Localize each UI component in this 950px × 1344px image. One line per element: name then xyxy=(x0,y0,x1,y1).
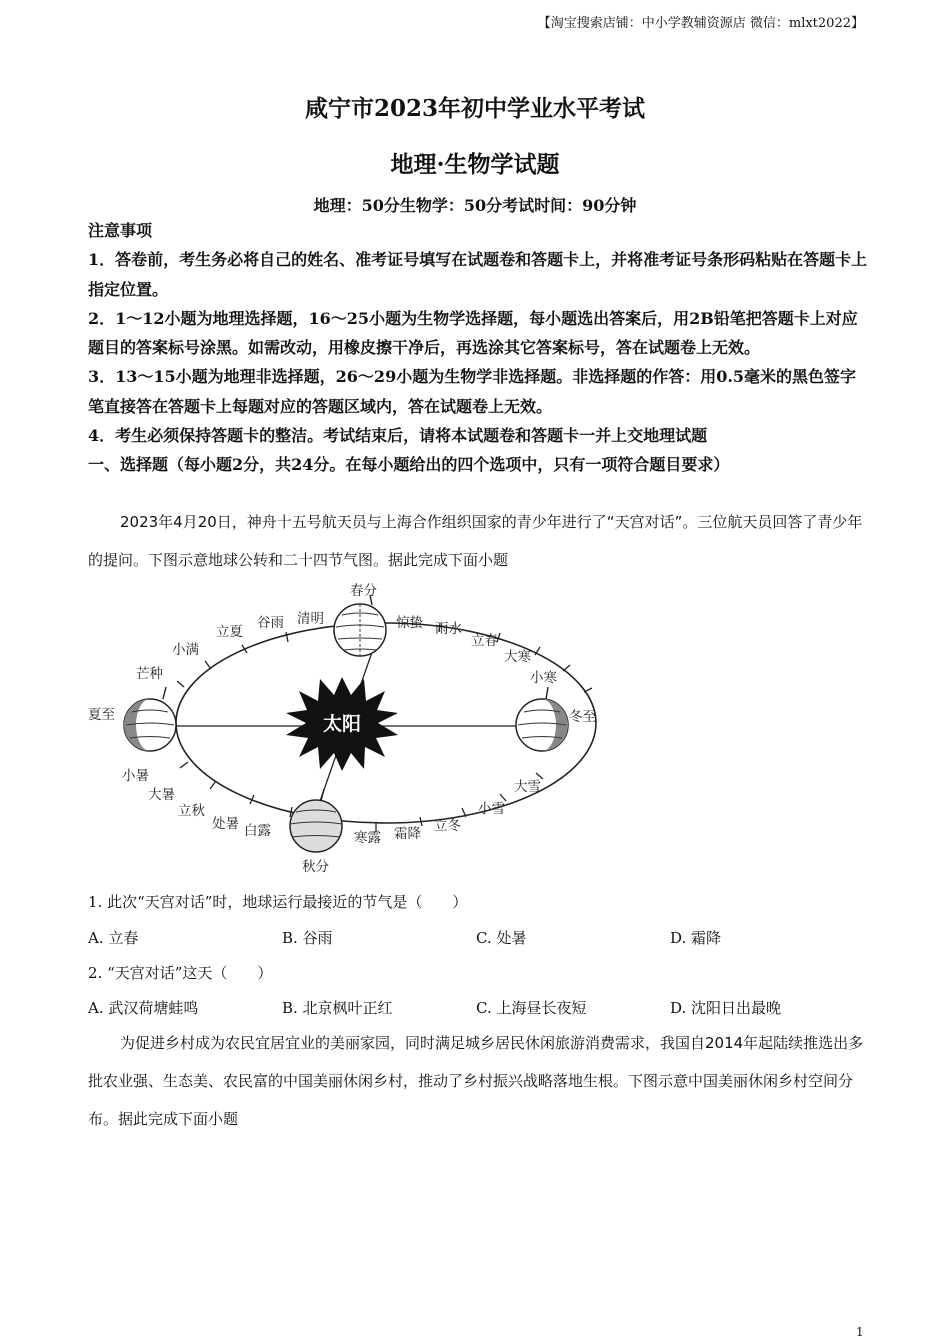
term-label: 雨水 xyxy=(435,621,462,637)
term-label: 大雪 xyxy=(514,779,541,795)
term-label: 大暑 xyxy=(148,787,175,803)
q2-option-d[interactable]: D. 沈阳日出最晚 xyxy=(670,999,782,1017)
question-1-stem: 1. 此次“天宫对话”时，地球运行最接近的节气是（ ） xyxy=(88,893,468,911)
earth-revolution-diagram xyxy=(80,575,620,880)
term-label: 清明 xyxy=(297,611,324,627)
term-label: 白露 xyxy=(244,823,271,839)
term-label: 处暑 xyxy=(212,816,239,832)
sun-label: 太阳 xyxy=(322,713,362,735)
q2-option-b[interactable]: B. 北京枫叶正红 xyxy=(282,999,393,1017)
term-label: 小寒 xyxy=(530,670,557,686)
header-note: 【淘宝搜索店铺：中小学教辅资源店 微信：mlxt2022】 xyxy=(537,16,864,31)
q1-option-a[interactable]: A. 立春 xyxy=(88,929,139,947)
earth-globe-icon xyxy=(290,789,342,852)
term-label: 惊蛰 xyxy=(396,615,423,631)
q2-option-c[interactable]: C. 上海昼长夜短 xyxy=(476,999,587,1017)
question-2-stem: 2. “天宫对话”这天（ ） xyxy=(88,964,273,982)
term-label: 霜降 xyxy=(394,826,421,842)
term-label: 冬至 xyxy=(569,709,596,725)
exam-subtitle: 地理·生物学试题 xyxy=(390,151,560,178)
score-line: 地理：50分生物学：50分考试时间：90分钟 xyxy=(313,196,637,215)
note-item-4: 4．考生必须保持答题卡的整洁。考试结束后，请将本试题卷和答题卡一并上交地理试题 xyxy=(88,426,708,446)
section-heading: 一、选择题（每小题2分，共24分。在每小题给出的四个选项中，只有一项符合题目要求） xyxy=(88,455,730,475)
note-item-2: 2．1～12小题为地理选择题，16～25小题为生物学选择题，每小题选出答案后，用2B铅笔把答题卡上对应题目的答案标号涂黑。如需改动，用橡皮擦干净后，再选涂其它答案标号，答在试题卷上无效。 xyxy=(88,308,858,358)
term-label: 芒种 xyxy=(136,666,163,682)
term-label: 立冬 xyxy=(434,818,461,834)
earth-globe-icon xyxy=(516,687,568,751)
term-label: 夏至 xyxy=(88,707,115,723)
note-item-3: 3．13～15小题为地理非选择题，26～29小题为生物学非选择题。非选择题的作答：用0.5毫米的黑色签字笔直接答在答题卡上每题对应的答题区域内，答在试题卷上无效。 xyxy=(88,367,857,416)
earth-globe-icon xyxy=(124,687,176,751)
earth-globe-icon xyxy=(334,595,386,656)
q2-option-a[interactable]: A. 武汉荷塘蛙鸣 xyxy=(88,999,199,1017)
passage-1-text: 2023年4月20日，神舟十五号航天员与上海合作组织国家的青少年进行了“天宫对话”。三位航天员回答了青少年的提问。下图示意地球公转和二十四节气图。据此完成下面小题 xyxy=(88,513,863,569)
term-label: 小暑 xyxy=(122,768,149,784)
passage-2-text: 为促进乡村成为农民宜居宜业的美丽家园，同时满足城乡居民休闲旅游消费需求，我国自2014年起陆续推选出多批农业强、生态美、农民富的中国美丽休闲乡村，推动了乡村振兴战略落地生根。下图示意中国美丽休闲乡村空间分布。据此完成下面小题 xyxy=(88,1034,864,1128)
term-label: 大寒 xyxy=(504,649,531,665)
term-label: 春分 xyxy=(350,583,377,599)
term-label: 立夏 xyxy=(216,624,243,640)
q1-option-c[interactable]: C. 处暑 xyxy=(476,929,527,947)
term-label: 立春 xyxy=(471,633,498,649)
q1-option-b[interactable]: B. 谷雨 xyxy=(282,929,333,947)
note-item-1: 1．答卷前，考生务必将自己的姓名、准考证号填写在试题卷和答题卡上，并将准考证号条形码粘贴在答题卡上指定位置。 xyxy=(88,250,868,299)
passage-1 xyxy=(88,503,866,579)
term-label: 小雪 xyxy=(478,801,505,817)
notes-block xyxy=(88,216,868,480)
term-label: 立秋 xyxy=(178,803,205,819)
term-label: 秋分 xyxy=(302,859,329,875)
passage-2 xyxy=(88,1024,866,1138)
exam-title: 咸宁市2023年初中学业水平考试 xyxy=(304,95,645,122)
notes-heading: 注意事项 xyxy=(88,221,153,240)
term-label: 谷雨 xyxy=(257,615,284,631)
q1-option-d[interactable]: D. 霜降 xyxy=(670,929,722,947)
term-label: 寒露 xyxy=(354,830,381,846)
page-number: 1 xyxy=(856,1325,864,1339)
term-label: 小满 xyxy=(172,642,199,658)
